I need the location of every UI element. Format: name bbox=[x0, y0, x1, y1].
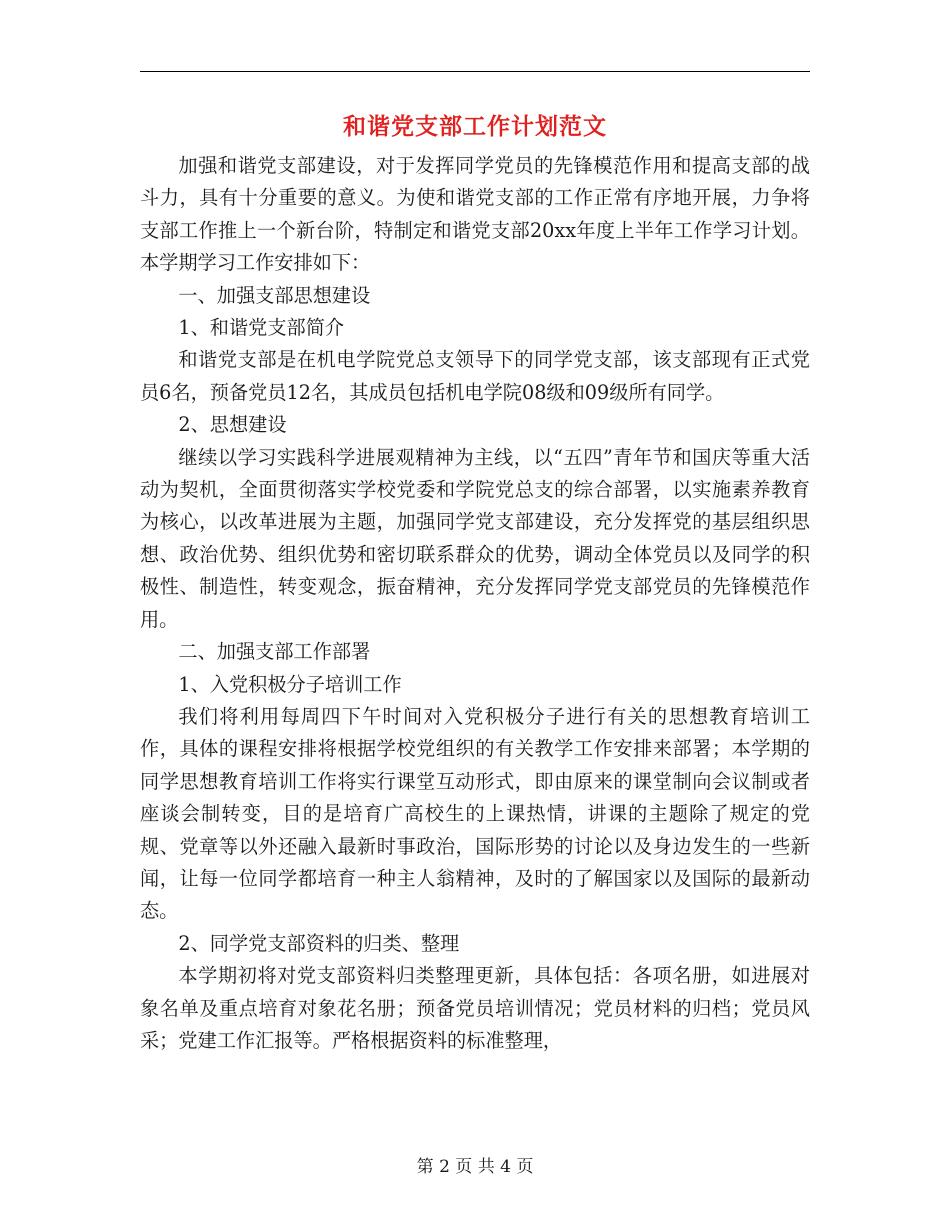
body-paragraph: 本学期初将对党支部资料归类整理更新，具体包括：各项名册，如进展对象名单及重点培育对象花名册；预备党员培训情况；党员材料的归档；党员风采；党建工作汇报等。严格根据资料的标准整理， bbox=[140, 964, 810, 1052]
body-paragraph: 继续以学习实践科学进展观精神为主线，以“五四”青年节和国庆等重大活动为契机，全面贯彻落实学校党委和学院党总支的综合部署，以实施素养教育为核心，以改革进展为主题，加强同学党支部建设，充分发挥党的基层组织思想、政治优势、组织优势和密切联系群众的优势，调动全体党员以及同学的积极性、制造性，转变观念，振奋精神，充分发挥同学党支部党员的先锋模范作用。 bbox=[140, 445, 810, 631]
page-number-footer: 第 2 页 共 4 页 bbox=[416, 1157, 534, 1177]
document-title: 和谐党支部工作计划范文 bbox=[343, 113, 607, 140]
subsection-heading-1-1: 1、和谐党支部简介 bbox=[178, 316, 345, 340]
section-heading-1: 一、加强支部思想建设 bbox=[178, 283, 371, 307]
subsection-heading-1-2: 2、思想建设 bbox=[178, 413, 287, 437]
subsection-heading-2-2: 2、同学党支部资料的归类、整理 bbox=[178, 931, 460, 955]
subsection-heading-2-1: 1、入党积极分子培训工作 bbox=[178, 672, 402, 696]
body-paragraph: 我们将利用每周四下午时间对入党积极分子进行有关的思想教育培训工作，具体的课程安排将根据学校党组织的有关教学工作安排来部署；本学期的同学思想教育培训工作将实行课堂互动形式，即由原来的课堂制向会议制或者座谈会制转变，目的是培育广高校生的上课热情，讲课的主题除了规定的党规、党章等以外还融入最新时事政治，国际形势的讨论以及身边发生的一些新闻，让每一位同学都培育一种主人翁精神，及时的了解国家以及国际的最新动态。 bbox=[140, 704, 810, 923]
document-body bbox=[140, 150, 810, 1057]
body-paragraph: 和谐党支部是在机电学院党总支领导下的同学党支部，该支部现有正式党员6名，预备党员12名，其成员包括机电学院08级和09级所有同学。 bbox=[140, 348, 810, 404]
section-heading-2: 二、加强支部工作部署 bbox=[178, 640, 371, 664]
header-rule bbox=[140, 71, 810, 72]
intro-paragraph: 加强和谐党支部建设，对于发挥同学党员的先锋模范作用和提高支部的战斗力，具有十分重要的意义。为使和谐党支部的工作正常有序地开展，力争将支部工作推上一个新台阶，特制定和谐党支部20xx年度上半年工作学习计划。本学期学习工作安排如下： bbox=[140, 154, 810, 275]
